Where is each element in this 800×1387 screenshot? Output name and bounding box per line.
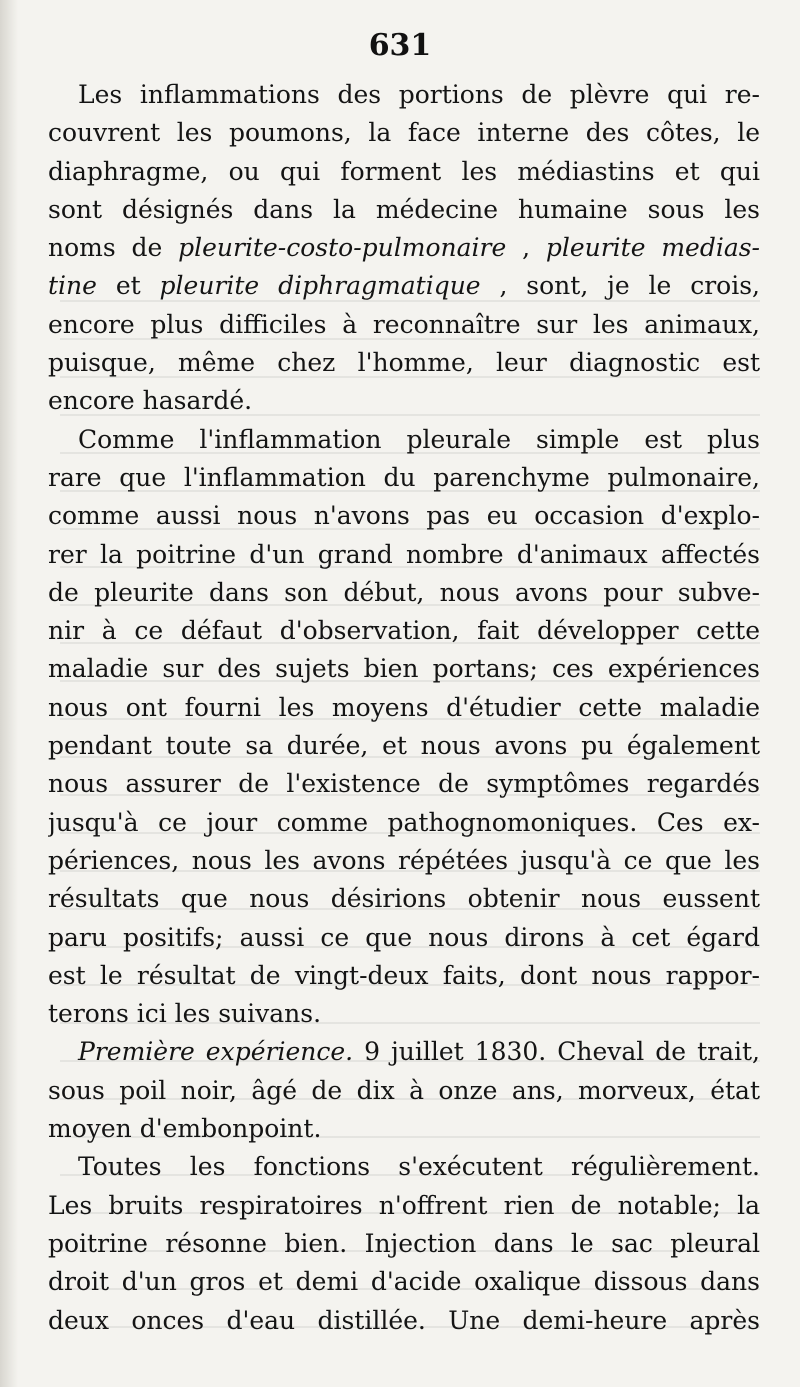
- text-line: périences, nous les avons répétées jusqu'à ce que les: [48, 845, 760, 875]
- text-line: couvrent les poumons, la face interne des côtes, le: [48, 118, 760, 148]
- text-line: droit d'un gros et demi d'acide oxalique dissous dans: [48, 1267, 760, 1297]
- text-line: nir à ce défaut d'observation, fait développer cette: [48, 616, 760, 646]
- paragraph: [48, 421, 760, 1034]
- text-line: Toutes les fonctions s'exécutent régulièrement.: [78, 1152, 760, 1182]
- text-line: poitrine résonne bien. Injection dans le sac pleural: [48, 1228, 760, 1258]
- text-line: rare que l'inflammation du parenchyme pulmonaire,: [48, 462, 760, 492]
- text-line: comme aussi nous n'avons pas eu occasion d'explo-: [48, 501, 760, 531]
- text-line: tine et pleurite diphragmatique , sont, je le crois,: [48, 271, 760, 301]
- text-line: moyen d'embonpoint.: [48, 1114, 322, 1144]
- text-line: de pleurite dans son début, nous avons pour subve-: [48, 577, 760, 607]
- text-line: pendant toute sa durée, et nous avons pu également: [48, 731, 760, 761]
- text-line: puisque, même chez l'homme, leur diagnostic est: [48, 348, 760, 378]
- text-line: Comme l'inflammation pleurale simple est plus: [78, 424, 760, 454]
- paragraph: [48, 1033, 760, 1148]
- text-line: jusqu'à ce jour comme pathognomoniques. Ces ex-: [48, 807, 760, 837]
- text-line: rer la poitrine d'un grand nombre d'animaux affectés: [48, 539, 760, 569]
- text-line: résultats que nous désirions obtenir nous eussent: [48, 884, 760, 914]
- text-line: noms de pleurite-costo-pulmonaire , pleurite medias-: [48, 233, 760, 263]
- text-line: paru positifs; aussi ce que nous dirons à cet égard: [48, 922, 760, 952]
- text-line: terons ici les suivans.: [48, 999, 322, 1029]
- paragraph: [48, 1148, 760, 1339]
- text-line: sont désignés dans la médecine humaine sous les: [48, 194, 760, 224]
- body-text: [48, 76, 760, 1340]
- text-line: nous ont fourni les moyens d'étudier cette maladie: [48, 692, 760, 722]
- text-line: deux onces d'eau distillée. Une demi-heure après: [48, 1305, 760, 1335]
- text-line: diaphragme, ou qui forment les médiastins et qui: [48, 156, 760, 186]
- text-line: encore plus difficiles à reconnaître sur les animaux,: [48, 309, 760, 339]
- page-number: 631: [368, 28, 432, 63]
- text-line: Les bruits respiratoires n'offrent rien de notable; la: [48, 1190, 760, 1220]
- text-line: nous assurer de l'existence de symptômes regardés: [48, 769, 760, 799]
- paragraph: [48, 76, 760, 421]
- text-line: est le résultat de vingt-deux faits, dont nous rappor-: [48, 960, 760, 990]
- text-line: maladie sur des sujets bien portans; ces expériences: [48, 654, 760, 684]
- text-line: Première expérience. 9 juillet 1830. Cheval de trait,: [78, 1037, 760, 1067]
- text-line: encore hasardé.: [48, 386, 253, 416]
- page-gutter-shadow: [0, 0, 18, 1387]
- text-line: sous poil noir, âgé de dix à onze ans, morveux, état: [48, 1075, 760, 1105]
- text-line: Les inflammations des portions de plèvre qui re-: [78, 80, 760, 109]
